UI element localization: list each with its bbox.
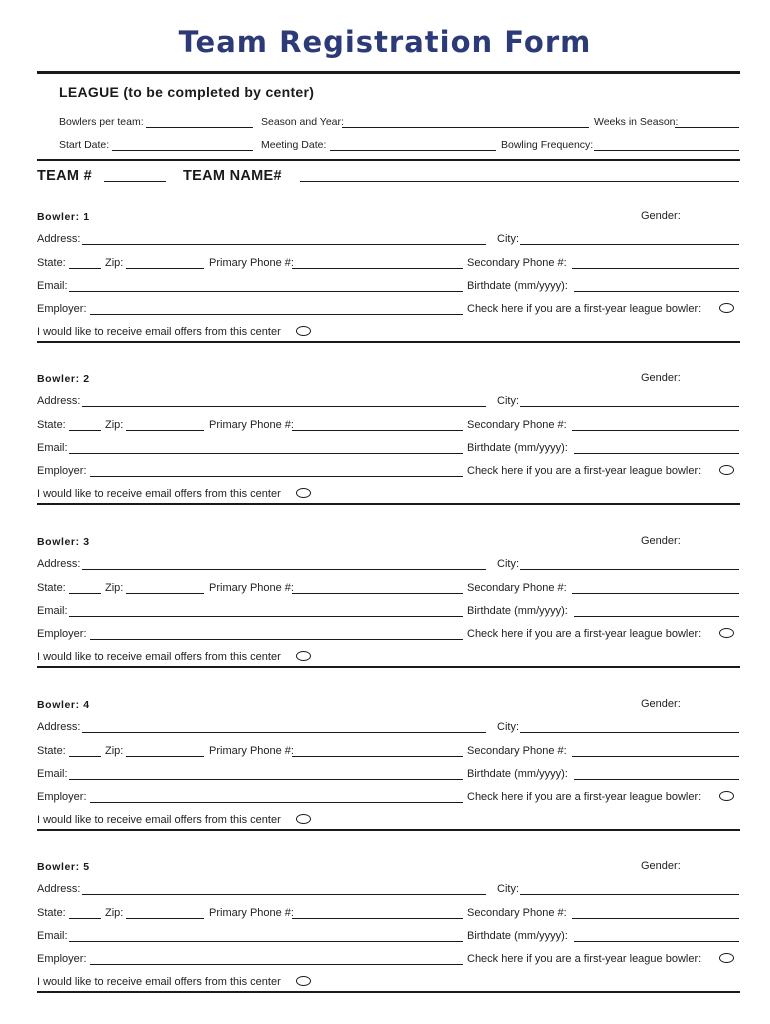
- first-year-label: Check here if you are a first-year league bowler:: [467, 303, 702, 315]
- state-field[interactable]: [69, 593, 101, 594]
- bowler-heading: Bowler: 1: [37, 211, 90, 223]
- city-label: City:: [497, 395, 519, 407]
- zip-field[interactable]: [126, 430, 204, 431]
- zip-field[interactable]: [126, 918, 204, 919]
- start-date-field[interactable]: [112, 150, 253, 151]
- first-year-label: Check here if you are a first-year league bowler:: [467, 628, 702, 640]
- email-field[interactable]: [69, 779, 463, 780]
- secondary-phone-label: Secondary Phone #:: [467, 745, 567, 757]
- secondary-phone-field[interactable]: [572, 918, 739, 919]
- secondary-phone-field[interactable]: [572, 756, 739, 757]
- secondary-phone-label: Secondary Phone #:: [467, 907, 567, 919]
- bowler-divider: [37, 341, 740, 343]
- secondary-phone-field[interactable]: [572, 268, 739, 269]
- bowler-heading: Bowler: 2: [37, 373, 90, 385]
- birthdate-label: Birthdate (mm/yyyy):: [467, 280, 568, 292]
- state-field[interactable]: [69, 918, 101, 919]
- city-label: City:: [497, 721, 519, 733]
- season-and-year-label: Season and Year:: [261, 116, 344, 128]
- address-field[interactable]: [82, 732, 486, 733]
- email-label: Email:: [37, 280, 68, 292]
- weeks-in-season-label: Weeks in Season:: [594, 116, 679, 128]
- email-label: Email:: [37, 930, 68, 942]
- city-label: City:: [497, 233, 519, 245]
- primary-phone-field[interactable]: [292, 918, 463, 919]
- first-year-checkbox[interactable]: [719, 953, 734, 963]
- primary-phone-field[interactable]: [292, 268, 463, 269]
- employer-label: Employer:: [37, 303, 87, 315]
- bowlers-per-team-field[interactable]: [146, 127, 253, 128]
- address-label: Address:: [37, 395, 81, 407]
- employer-field[interactable]: [90, 964, 463, 965]
- bowlers-per-team-label: Bowlers per team:: [59, 116, 144, 128]
- email-label: Email:: [37, 442, 68, 454]
- email-offers-checkbox[interactable]: [296, 488, 311, 498]
- gender-label: Gender:: [641, 372, 681, 384]
- zip-field[interactable]: [126, 756, 204, 757]
- first-year-label: Check here if you are a first-year league bowler:: [467, 953, 702, 965]
- email-offers-label: I would like to receive email offers from this center: [37, 651, 281, 663]
- bowling-frequency-field[interactable]: [594, 150, 739, 151]
- state-label: State:: [37, 745, 66, 757]
- city-field[interactable]: [520, 244, 739, 245]
- birthdate-label: Birthdate (mm/yyyy):: [467, 605, 568, 617]
- bowler-heading: Bowler: 3: [37, 536, 90, 548]
- birthdate-label: Birthdate (mm/yyyy):: [467, 442, 568, 454]
- league-divider: [37, 159, 740, 161]
- employer-label: Employer:: [37, 791, 87, 803]
- city-field[interactable]: [520, 569, 739, 570]
- meeting-date-field[interactable]: [330, 150, 496, 151]
- state-field[interactable]: [69, 756, 101, 757]
- employer-label: Employer:: [37, 628, 87, 640]
- first-year-label: Check here if you are a first-year league bowler:: [467, 465, 702, 477]
- zip-label: Zip:: [105, 907, 124, 919]
- bowler-heading: Bowler: 4: [37, 699, 90, 711]
- primary-phone-label: Primary Phone #:: [209, 907, 294, 919]
- primary-phone-label: Primary Phone #:: [209, 745, 294, 757]
- employer-label: Employer:: [37, 465, 87, 477]
- address-label: Address:: [37, 721, 81, 733]
- secondary-phone-label: Secondary Phone #:: [467, 419, 567, 431]
- employer-field[interactable]: [90, 802, 463, 803]
- email-offers-checkbox[interactable]: [296, 326, 311, 336]
- bowler-divider: [37, 991, 740, 993]
- team-number-label: TEAM #: [37, 168, 92, 184]
- primary-phone-label: Primary Phone #:: [209, 582, 294, 594]
- birthdate-label: Birthdate (mm/yyyy):: [467, 768, 568, 780]
- primary-phone-label: Primary Phone #:: [209, 419, 294, 431]
- secondary-phone-field[interactable]: [572, 593, 739, 594]
- address-field[interactable]: [82, 569, 486, 570]
- email-offers-label: I would like to receive email offers from this center: [37, 488, 281, 500]
- bowler-divider: [37, 503, 740, 505]
- email-offers-label: I would like to receive email offers from this center: [37, 976, 281, 988]
- zip-field[interactable]: [126, 593, 204, 594]
- email-offers-checkbox[interactable]: [296, 651, 311, 661]
- state-label: State:: [37, 582, 66, 594]
- state-label: State:: [37, 907, 66, 919]
- city-field[interactable]: [520, 894, 739, 895]
- primary-phone-label: Primary Phone #:: [209, 257, 294, 269]
- gender-label: Gender:: [641, 860, 681, 872]
- address-label: Address:: [37, 233, 81, 245]
- bowler-divider: [37, 666, 740, 668]
- start-date-label: Start Date:: [59, 139, 110, 151]
- state-field[interactable]: [69, 430, 101, 431]
- email-offers-checkbox[interactable]: [296, 976, 311, 986]
- gender-label: Gender:: [641, 698, 681, 710]
- primary-phone-field[interactable]: [292, 593, 463, 594]
- zip-field[interactable]: [126, 268, 204, 269]
- secondary-phone-label: Secondary Phone #:: [467, 582, 567, 594]
- team-number-field[interactable]: [104, 181, 166, 182]
- first-year-checkbox[interactable]: [719, 628, 734, 638]
- birthdate-field[interactable]: [574, 453, 739, 454]
- employer-label: Employer:: [37, 953, 87, 965]
- league-heading: LEAGUE (to be completed by center): [59, 84, 315, 100]
- primary-phone-field[interactable]: [292, 756, 463, 757]
- employer-field[interactable]: [90, 639, 463, 640]
- city-label: City:: [497, 883, 519, 895]
- team-name-field[interactable]: [300, 181, 739, 182]
- bowling-frequency-label: Bowling Frequency:: [501, 139, 594, 151]
- gender-label: Gender:: [641, 210, 681, 222]
- email-field[interactable]: [69, 616, 463, 617]
- email-offers-checkbox[interactable]: [296, 814, 311, 824]
- city-field[interactable]: [520, 732, 739, 733]
- first-year-checkbox[interactable]: [719, 303, 734, 313]
- gender-label: Gender:: [641, 535, 681, 547]
- city-label: City:: [497, 558, 519, 570]
- email-field[interactable]: [69, 291, 463, 292]
- first-year-label: Check here if you are a first-year league bowler:: [467, 791, 702, 803]
- birthdate-field[interactable]: [574, 941, 739, 942]
- employer-field[interactable]: [90, 314, 463, 315]
- page-title: Team Registration Form: [178, 25, 592, 59]
- first-year-checkbox[interactable]: [719, 791, 734, 801]
- birthdate-field[interactable]: [574, 616, 739, 617]
- birthdate-field[interactable]: [574, 779, 739, 780]
- employer-field[interactable]: [90, 476, 463, 477]
- address-label: Address:: [37, 883, 81, 895]
- secondary-phone-field[interactable]: [572, 430, 739, 431]
- address-label: Address:: [37, 558, 81, 570]
- title-divider: [37, 71, 740, 74]
- weeks-in-season-field[interactable]: [675, 127, 739, 128]
- state-label: State:: [37, 257, 66, 269]
- zip-label: Zip:: [105, 257, 124, 269]
- email-label: Email:: [37, 768, 68, 780]
- birthdate-field[interactable]: [574, 291, 739, 292]
- zip-label: Zip:: [105, 419, 124, 431]
- email-offers-label: I would like to receive email offers from this center: [37, 814, 281, 826]
- team-name-label: TEAM NAME#: [183, 168, 282, 184]
- email-field[interactable]: [69, 453, 463, 454]
- birthdate-label: Birthdate (mm/yyyy):: [467, 930, 568, 942]
- email-field[interactable]: [69, 941, 463, 942]
- address-field[interactable]: [82, 244, 486, 245]
- address-field[interactable]: [82, 406, 486, 407]
- email-label: Email:: [37, 605, 68, 617]
- zip-label: Zip:: [105, 582, 124, 594]
- email-offers-label: I would like to receive email offers from this center: [37, 326, 281, 338]
- meeting-date-label: Meeting Date:: [261, 139, 327, 151]
- bowler-heading: Bowler: 5: [37, 861, 90, 873]
- state-field[interactable]: [69, 268, 101, 269]
- city-field[interactable]: [520, 406, 739, 407]
- primary-phone-field[interactable]: [292, 430, 463, 431]
- secondary-phone-label: Secondary Phone #:: [467, 257, 567, 269]
- season-and-year-field[interactable]: [342, 127, 589, 128]
- bowler-divider: [37, 829, 740, 831]
- state-label: State:: [37, 419, 66, 431]
- address-field[interactable]: [82, 894, 486, 895]
- first-year-checkbox[interactable]: [719, 465, 734, 475]
- zip-label: Zip:: [105, 745, 124, 757]
